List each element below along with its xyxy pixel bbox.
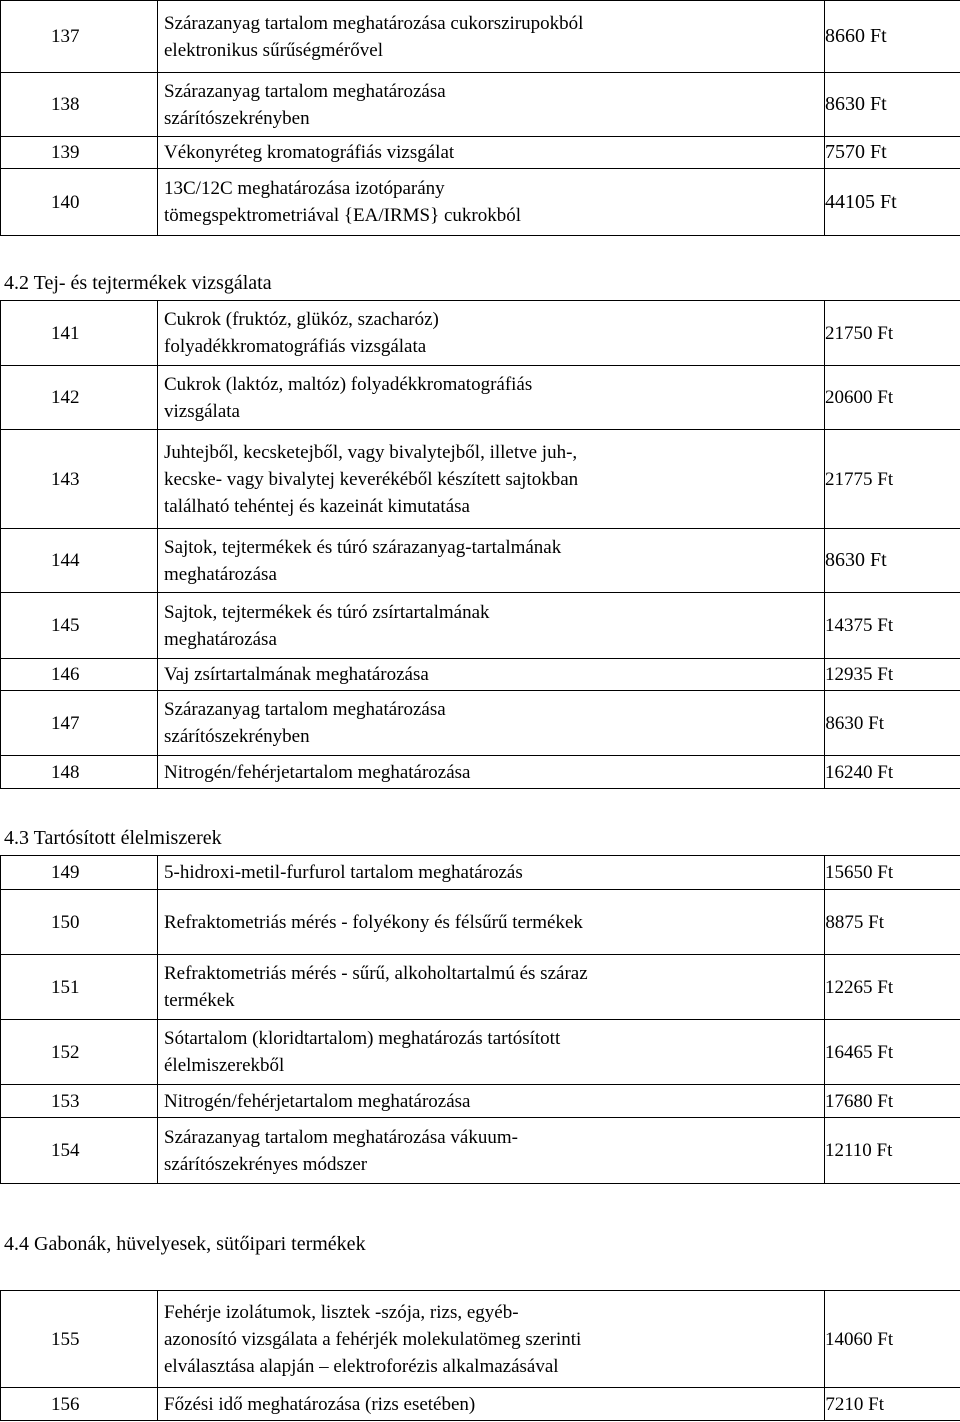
description-line: található tehéntej és kazeinát kimutatása — [164, 495, 470, 517]
description-line: Szárazanyag tartalom meghatározása — [164, 699, 446, 720]
table-row — [1, 73, 960, 137]
row-price: 14060 Ft — [825, 1291, 960, 1388]
row-number: 140 — [1, 169, 158, 236]
description-line: Sótartalom (kloridtartalom) meghatározás tartósított — [164, 1028, 561, 1049]
row-price: 12110 Ft — [825, 1118, 960, 1184]
row-description — [158, 1020, 825, 1085]
description-line: Cukrok (fruktóz, glükóz, szacharóz) — [164, 309, 439, 330]
row-price: 16465 Ft — [825, 1020, 960, 1085]
description-line: kecske- vagy bivalytej keverékéből készített sajtokban — [164, 468, 579, 490]
description-line: folyadékkromatográfiás vizsgálata — [164, 336, 427, 357]
section-heading: 4.3 Tartósított élelmiszerek — [4, 827, 222, 849]
row-number: 138 — [1, 73, 158, 137]
price-table-dairy — [0, 300, 960, 789]
table-row — [1, 955, 960, 1020]
description-line: 13C/12C meghatározása izotóparány — [164, 178, 445, 199]
row-number: 143 — [1, 430, 158, 529]
description-line: Sajtok, tejtermékek és túró szárazanyag-tartalmának — [164, 536, 562, 558]
row-price: 7210 Ft — [825, 1388, 960, 1421]
row-number: 156 — [1, 1388, 158, 1421]
row-price: 20600 Ft — [825, 366, 960, 430]
row-description — [158, 756, 825, 789]
table-row — [1, 430, 960, 529]
row-description — [158, 1291, 825, 1388]
row-price: 8630 Ft — [825, 73, 960, 137]
row-price: 12935 Ft — [825, 659, 960, 691]
row-description — [158, 659, 825, 691]
row-number: 144 — [1, 529, 158, 593]
description-line: Refraktometriás mérés - folyékony és félsűrű termékek — [164, 911, 583, 933]
row-number: 149 — [1, 856, 158, 890]
row-price: 8875 Ft — [825, 890, 960, 955]
table-row — [1, 366, 960, 430]
description-line: szárítószekrényben — [164, 726, 310, 747]
description-line: meghatározása — [164, 628, 277, 650]
description-line: azonosító vizsgálata a fehérjék molekulatömeg szerinti — [164, 1328, 582, 1350]
row-number: 148 — [1, 756, 158, 789]
description-line: szárítószekrényes módszer — [164, 1153, 368, 1175]
row-description — [158, 691, 825, 756]
price-table-grains — [0, 1290, 960, 1421]
row-number: 142 — [1, 366, 158, 430]
table-row — [1, 1, 960, 73]
row-price: 14375 Ft — [825, 593, 960, 659]
table-row — [1, 137, 960, 169]
row-number: 141 — [1, 301, 158, 366]
row-description — [158, 1085, 825, 1118]
row-number: 155 — [1, 1291, 158, 1388]
description-line: Nitrogén/fehérjetartalom meghatározása — [164, 761, 471, 783]
description-line: tömegspektrometriával {EA/IRMS} cukrokból — [164, 205, 522, 226]
table-row — [1, 1291, 960, 1388]
row-price: 16240 Ft — [825, 756, 960, 789]
row-number: 151 — [1, 955, 158, 1020]
description-line: meghatározása — [164, 563, 277, 585]
section-heading: 4.2 Tej- és tejtermékek vizsgálata — [4, 272, 272, 294]
description-line: élelmiszerekből — [164, 1055, 285, 1076]
row-number: 146 — [1, 659, 158, 691]
row-price: 7570 Ft — [825, 137, 960, 169]
table-row — [1, 529, 960, 593]
row-description — [158, 1118, 825, 1184]
description-line: Főzési idő meghatározása (rizs esetében) — [164, 1393, 476, 1415]
description-line: Nitrogén/fehérjetartalom meghatározása — [164, 1090, 471, 1112]
description-line: Cukrok (laktóz, maltóz) folyadékkromatográfiás — [164, 373, 533, 395]
description-line: Vaj zsírtartalmának meghatározása — [164, 664, 429, 685]
row-price: 8630 Ft — [825, 529, 960, 593]
table-row — [1, 691, 960, 756]
row-number: 150 — [1, 890, 158, 955]
row-description — [158, 301, 825, 366]
row-price: 15650 Ft — [825, 856, 960, 890]
row-number: 147 — [1, 691, 158, 756]
table-row — [1, 169, 960, 236]
table-row — [1, 890, 960, 955]
row-price: 21750 Ft — [825, 301, 960, 366]
row-description — [158, 890, 825, 955]
row-description — [158, 430, 825, 529]
table-row — [1, 756, 960, 789]
description-line: Szárazanyag tartalom meghatározása vákuum- — [164, 1126, 518, 1148]
row-description — [158, 73, 825, 137]
row-number: 145 — [1, 593, 158, 659]
section-heading: 4.4 Gabonák, hüvelyesek, sütőipari termékek — [4, 1233, 366, 1255]
table-row — [1, 659, 960, 691]
table-row — [1, 856, 960, 890]
table-row — [1, 1085, 960, 1118]
description-line: Refraktometriás mérés - sűrű, alkoholtartalmú és száraz — [164, 963, 588, 984]
row-number: 137 — [1, 1, 158, 73]
table-row — [1, 1020, 960, 1085]
row-description — [158, 137, 825, 169]
description-line: Szárazanyag tartalom meghatározása — [164, 80, 446, 102]
table-row — [1, 1388, 960, 1421]
description-line: Vékonyréteg kromatográfiás vizsgálat — [164, 142, 455, 163]
description-line: 5-hidroxi-metil-furfurol tartalom meghatározás — [164, 862, 523, 883]
description-line: Juhtejből, kecsketejből, vagy bivalytejből, illetve juh-, — [164, 441, 578, 463]
row-number: 139 — [1, 137, 158, 169]
row-price: 8660 Ft — [825, 1, 960, 73]
table-row — [1, 593, 960, 659]
row-number: 154 — [1, 1118, 158, 1184]
description-line: termékek — [164, 990, 235, 1011]
row-description — [158, 955, 825, 1020]
description-line: elektronikus sűrűségmérővel — [164, 39, 383, 61]
row-price: 17680 Ft — [825, 1085, 960, 1118]
row-price: 44105 Ft — [825, 169, 960, 236]
description-line: elválasztása alapján – elektroforézis alkalmazásával — [164, 1355, 559, 1377]
description-line: Sajtok, tejtermékek és túró zsírtartalmának — [164, 601, 490, 623]
description-line: vizsgálata — [164, 400, 240, 422]
description-line: Fehérje izolátumok, lisztek -szója, rizs, egyéb- — [164, 1301, 519, 1323]
table-row — [1, 1118, 960, 1184]
description-line: Szárazanyag tartalom meghatározása cukorszirupokból — [164, 12, 584, 34]
row-description — [158, 529, 825, 593]
row-description — [158, 856, 825, 890]
row-description — [158, 1, 825, 73]
row-number: 153 — [1, 1085, 158, 1118]
row-description — [158, 1388, 825, 1421]
price-table-top — [0, 0, 960, 236]
table-row — [1, 301, 960, 366]
row-price: 12265 Ft — [825, 955, 960, 1020]
row-price: 8630 Ft — [825, 691, 960, 756]
description-line: szárítószekrényben — [164, 107, 310, 129]
row-description — [158, 169, 825, 236]
row-description — [158, 593, 825, 659]
row-description — [158, 366, 825, 430]
row-price: 21775 Ft — [825, 430, 960, 529]
price-table-preserved — [0, 855, 960, 1184]
row-number: 152 — [1, 1020, 158, 1085]
